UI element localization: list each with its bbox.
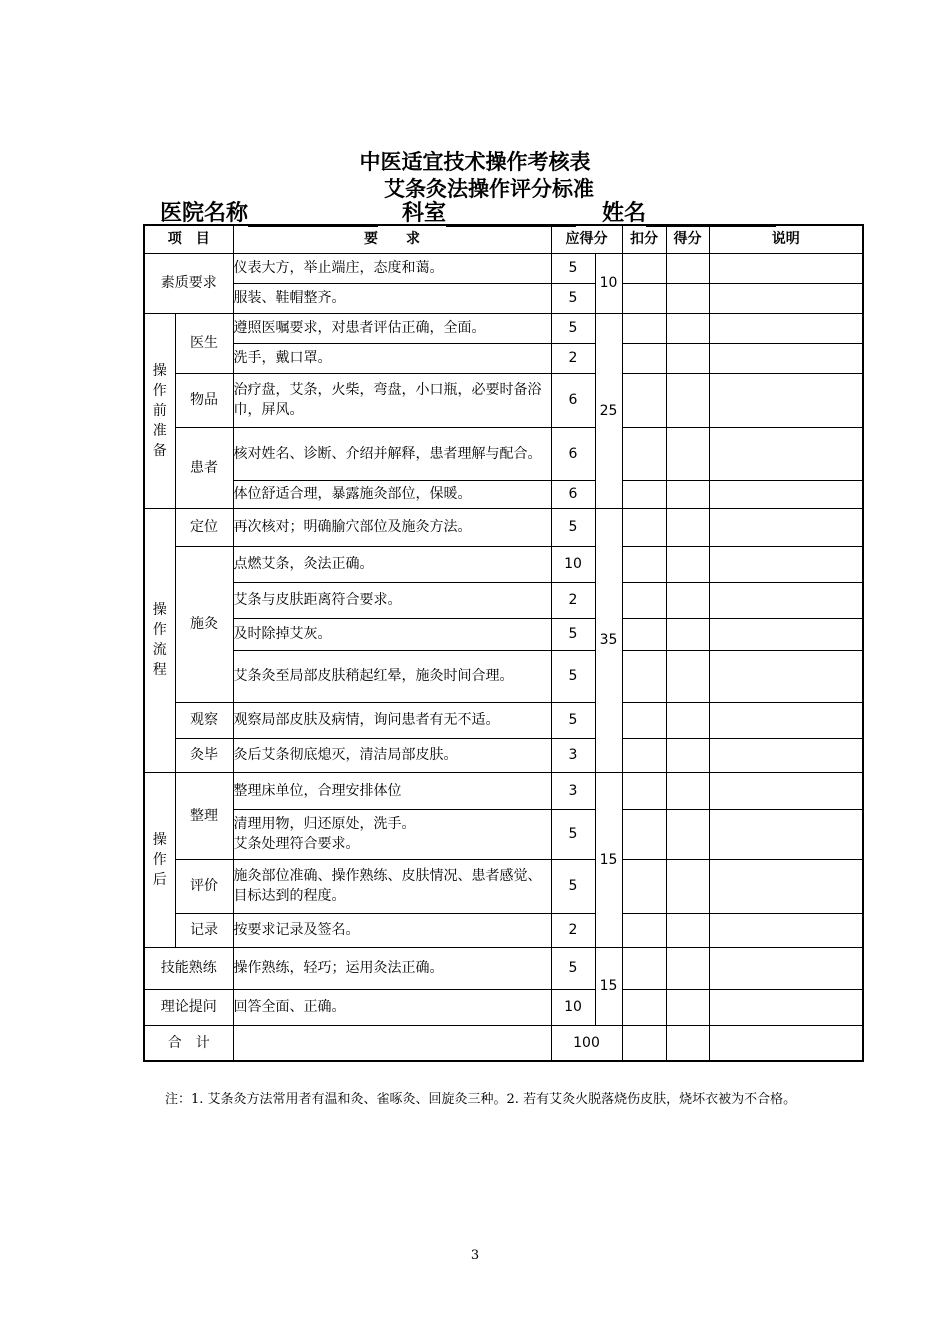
requirement-cell xyxy=(233,809,551,859)
got-cell[interactable] xyxy=(666,283,709,313)
requirement-cell: 回答全面、正确。 xyxy=(233,989,551,1025)
note-cell[interactable] xyxy=(709,283,863,313)
table-row xyxy=(144,738,863,772)
score-cell: 5 xyxy=(551,508,595,546)
deduct-cell[interactable] xyxy=(622,508,666,546)
note-cell[interactable] xyxy=(709,650,863,702)
got-cell[interactable] xyxy=(666,859,709,913)
page-subtitle: 艾条灸法操作评分标准 xyxy=(384,177,594,201)
deduct-cell[interactable] xyxy=(622,702,666,738)
header-got: 得分 xyxy=(666,225,709,253)
requirement-cell: 按要求记录及签名。 xyxy=(233,913,551,947)
table-row xyxy=(144,373,863,427)
name-label: 姓名 xyxy=(602,201,647,226)
score-table xyxy=(143,224,864,1062)
deduct-cell[interactable] xyxy=(622,313,666,343)
requirement-cell: 治疗盘，艾条，火柴，弯盘，小口瓶，必要时备浴巾，屏风。 xyxy=(233,373,551,427)
note-cell[interactable] xyxy=(709,989,863,1025)
table-row xyxy=(144,809,863,859)
group-label xyxy=(144,772,175,947)
got-cell[interactable] xyxy=(666,618,709,650)
table-row xyxy=(144,702,863,738)
score-cell: 5 xyxy=(551,618,595,650)
deduct-cell[interactable] xyxy=(622,1025,666,1061)
note-cell[interactable] xyxy=(709,546,863,582)
subtotal-cell: 15 xyxy=(595,947,622,1025)
table-row xyxy=(144,313,863,343)
score-cell: 3 xyxy=(551,772,595,809)
subtotal-cell: 25 xyxy=(595,313,622,508)
page-title: 中医适宜技术操作考核表 xyxy=(359,150,591,174)
group-label-text: 操作流程 xyxy=(152,602,167,678)
requirement-cell: 遵照医嘱要求，对患者评估正确，全面。 xyxy=(233,313,551,343)
deduct-cell[interactable] xyxy=(622,546,666,582)
deduct-cell[interactable] xyxy=(622,582,666,618)
note-cell[interactable] xyxy=(709,313,863,343)
requirement-cell: 观察局部皮肤及病情，询问患者有无不适。 xyxy=(233,702,551,738)
requirement-cell: 服装、鞋帽整齐。 xyxy=(233,283,551,313)
score-cell: 2 xyxy=(551,913,595,947)
table-row xyxy=(144,546,863,582)
note-cell[interactable] xyxy=(709,859,863,913)
note-cell[interactable] xyxy=(709,253,863,283)
note-cell[interactable] xyxy=(709,480,863,508)
total-row xyxy=(144,1025,863,1061)
score-cell: 5 xyxy=(551,947,595,989)
total-requirement-cell xyxy=(233,1025,551,1061)
subtotal-cell: 10 xyxy=(595,253,622,313)
subgroup-label: 医生 xyxy=(175,313,233,373)
requirement-cell: 仪表大方，举止端庄，态度和蔼。 xyxy=(233,253,551,283)
subtotal-cell: 15 xyxy=(595,772,622,947)
score-cell: 5 xyxy=(551,253,595,283)
group-label: 素质要求 xyxy=(144,253,233,313)
page-number: 3 xyxy=(470,1248,480,1263)
score-cell: 6 xyxy=(551,480,595,508)
group-label-text: 操作前准备 xyxy=(152,362,167,459)
requirement-cell: 施灸部位准确、操作熟练、皮肤情况、患者感觉、目标达到的程度。 xyxy=(233,859,551,913)
requirement-cell: 艾条灸至局部皮肤稍起红晕，施灸时间合理。 xyxy=(233,650,551,702)
score-cell: 2 xyxy=(551,582,595,618)
footnote: 注：1. 艾条灸方法常用者有温和灸、雀啄灸、回旋灸三种。2. 若有艾灸火脱落烧伤皮肤，烧坏衣被为不合格。 xyxy=(165,1092,797,1107)
header-score: 应得分 xyxy=(551,225,622,253)
header-deduct: 扣分 xyxy=(622,225,666,253)
requirement-line-2: 艾条处理符合要求。 xyxy=(233,836,360,852)
deduct-cell[interactable] xyxy=(622,373,666,427)
header-item: 项 目 xyxy=(144,225,233,253)
table-row xyxy=(144,772,863,809)
got-cell[interactable] xyxy=(666,313,709,343)
score-cell: 10 xyxy=(551,546,595,582)
total-label: 合 计 xyxy=(144,1025,233,1061)
subgroup-label: 物品 xyxy=(175,373,233,427)
score-cell: 5 xyxy=(551,313,595,343)
score-cell: 6 xyxy=(551,427,595,480)
note-cell[interactable] xyxy=(709,582,863,618)
deduct-cell[interactable] xyxy=(622,427,666,480)
table-row xyxy=(144,989,863,1025)
got-cell[interactable] xyxy=(666,702,709,738)
deduct-cell[interactable] xyxy=(622,343,666,373)
deduct-cell[interactable] xyxy=(622,618,666,650)
table-row xyxy=(144,253,863,283)
table-row xyxy=(144,480,863,508)
table-row xyxy=(144,427,863,480)
deduct-cell[interactable] xyxy=(622,772,666,809)
info-line xyxy=(160,196,820,226)
score-cell: 3 xyxy=(551,738,595,772)
requirement-cell: 再次核对；明确腧穴部位及施灸方法。 xyxy=(233,508,551,546)
deduct-cell[interactable] xyxy=(622,283,666,313)
requirement-cell: 核对姓名、诊断、介绍并解释，患者理解与配合。 xyxy=(233,427,551,480)
header-row xyxy=(144,225,863,253)
subgroup-label: 灸毕 xyxy=(175,738,233,772)
got-cell[interactable] xyxy=(666,373,709,427)
requirement-cell: 洗手，戴口罩。 xyxy=(233,343,551,373)
table-row xyxy=(144,582,863,618)
table-row xyxy=(144,618,863,650)
subgroup-label: 整理 xyxy=(175,772,233,859)
group-label xyxy=(144,508,175,772)
score-cell: 5 xyxy=(551,809,595,859)
header-note: 说明 xyxy=(709,225,863,253)
table-row xyxy=(144,343,863,373)
got-cell[interactable] xyxy=(666,582,709,618)
requirement-cell: 操作熟练，轻巧；运用灸法正确。 xyxy=(233,947,551,989)
got-cell[interactable] xyxy=(666,989,709,1025)
note-cell[interactable] xyxy=(709,738,863,772)
deduct-cell[interactable] xyxy=(622,480,666,508)
score-cell: 5 xyxy=(551,702,595,738)
got-cell[interactable] xyxy=(666,913,709,947)
requirement-cell: 体位舒适合理，暴露施灸部位，保暖。 xyxy=(233,480,551,508)
note-cell[interactable] xyxy=(709,508,863,546)
subgroup-label: 定位 xyxy=(175,508,233,546)
note-cell[interactable] xyxy=(709,913,863,947)
requirement-cell: 点燃艾条，灸法正确。 xyxy=(233,546,551,582)
got-cell[interactable] xyxy=(666,809,709,859)
note-cell[interactable] xyxy=(709,809,863,859)
table-row xyxy=(144,947,863,989)
note-cell[interactable] xyxy=(709,702,863,738)
deduct-cell[interactable] xyxy=(622,650,666,702)
got-cell[interactable] xyxy=(666,738,709,772)
requirement-cell: 灸后艾条彻底熄灭，清洁局部皮肤。 xyxy=(233,738,551,772)
group-label: 理论提问 xyxy=(144,989,233,1025)
note-cell[interactable] xyxy=(709,1025,863,1061)
subgroup-label: 患者 xyxy=(175,427,233,508)
subgroup-label: 评价 xyxy=(175,859,233,913)
deduct-cell[interactable] xyxy=(622,989,666,1025)
requirement-line-1: 清理用物，归还原处，洗手。 xyxy=(233,816,416,832)
got-cell[interactable] xyxy=(666,480,709,508)
dept-label: 科室 xyxy=(402,201,447,226)
subgroup-label: 施灸 xyxy=(175,546,233,702)
score-cell: 5 xyxy=(551,859,595,913)
total-score: 100 xyxy=(551,1025,622,1061)
got-cell[interactable] xyxy=(666,772,709,809)
deduct-cell[interactable] xyxy=(622,913,666,947)
deduct-cell[interactable] xyxy=(622,809,666,859)
group-label-text: 操作后 xyxy=(152,831,167,888)
deduct-cell[interactable] xyxy=(622,738,666,772)
subtotal-cell: 35 xyxy=(595,508,622,772)
got-cell[interactable] xyxy=(666,650,709,702)
score-cell: 10 xyxy=(551,989,595,1025)
subgroup-label: 记录 xyxy=(175,913,233,947)
note-cell[interactable] xyxy=(709,373,863,427)
group-label: 技能熟练 xyxy=(144,947,233,989)
requirement-cell: 艾条与皮肤距离符合要求。 xyxy=(233,582,551,618)
score-cell: 2 xyxy=(551,343,595,373)
table-row xyxy=(144,650,863,702)
deduct-cell[interactable] xyxy=(622,947,666,989)
table-row xyxy=(144,913,863,947)
subgroup-label: 观察 xyxy=(175,702,233,738)
note-cell[interactable] xyxy=(709,772,863,809)
score-cell: 6 xyxy=(551,373,595,427)
table-row xyxy=(144,283,863,313)
table-row xyxy=(144,508,863,546)
got-cell[interactable] xyxy=(666,508,709,546)
got-cell[interactable] xyxy=(666,427,709,480)
note-cell[interactable] xyxy=(709,618,863,650)
header-requirement: 要 求 xyxy=(233,225,551,253)
deduct-cell[interactable] xyxy=(622,859,666,913)
got-cell[interactable] xyxy=(666,546,709,582)
requirement-cell: 及时除掉艾灰。 xyxy=(233,618,551,650)
score-cell: 5 xyxy=(551,650,595,702)
hospital-label: 医院名称 xyxy=(160,201,249,226)
got-cell[interactable] xyxy=(666,947,709,989)
got-cell[interactable] xyxy=(666,343,709,373)
got-cell[interactable] xyxy=(666,253,709,283)
requirement-cell: 整理床单位，合理安排体位 xyxy=(233,772,551,809)
table-row xyxy=(144,859,863,913)
group-label xyxy=(144,313,175,508)
note-cell[interactable] xyxy=(709,947,863,989)
got-cell[interactable] xyxy=(666,1025,709,1061)
note-cell[interactable] xyxy=(709,343,863,373)
deduct-cell[interactable] xyxy=(622,253,666,283)
note-cell[interactable] xyxy=(709,427,863,480)
score-cell: 5 xyxy=(551,283,595,313)
